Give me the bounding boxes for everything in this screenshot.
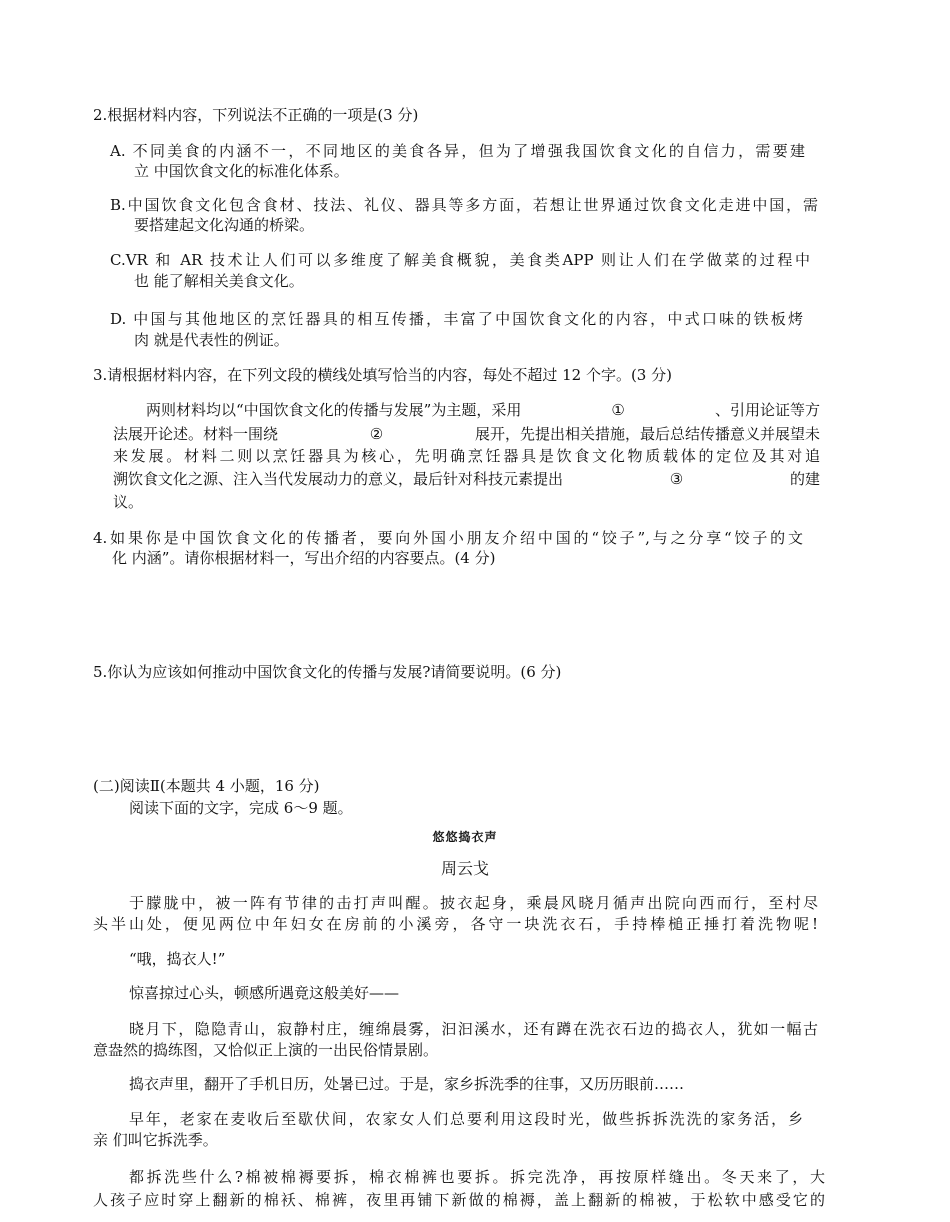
q2-option-c-line1: C.VR 和 AR 技术让人们可以多维度了解美食概貌，美食类APP 则让人们在学做菜的过程中 bbox=[110, 251, 810, 269]
q3-paragraph-line3: 来发展。材料二则以烹饪器具为核心，先明确烹饪器具是饮食文化物质载体的定位及其对追 bbox=[113, 447, 820, 465]
q3-paragraph-line1 bbox=[146, 401, 820, 420]
q4-stem-line2: 化 内涵”。请你根据材料一，写出介绍的内容要点。(4 分) bbox=[112, 549, 496, 567]
fill-blank-2: ② bbox=[369, 425, 384, 443]
section-heading: (二)阅读Ⅱ(本题共 4 小题，16 分) bbox=[93, 777, 320, 795]
q2-option-a-line2: 立 中国饮食文化的标准化体系。 bbox=[134, 162, 349, 180]
article-paragraph-5: 捣衣声里，翻开了手机日历，处暑已过。于是，家乡拆洗季的往事，又历历眼前…… bbox=[129, 1075, 685, 1093]
q3-paragraph-line5: 议。 bbox=[113, 493, 144, 511]
q2-option-d-line2: 肉 就是代表性的例证。 bbox=[134, 331, 289, 349]
article-paragraph-4-line2: 意盎然的捣练图，又恰似正上演的一出民俗情景剧。 bbox=[93, 1041, 439, 1059]
article-paragraph-7-line2: 人孩子应时穿上翻新的棉袄、棉裤，夜里再铺下新做的棉褥，盖上翻新的棉被，于松软中感受它的 bbox=[93, 1191, 825, 1209]
q4-stem-line1: 4.如果你是中国饮食文化的传播者，要向外国小朋友介绍中国的“饺子”,与之分享“饺子的文 bbox=[93, 529, 803, 547]
article-paragraph-2: “哦，捣衣人!” bbox=[129, 950, 226, 968]
q3-text: 溯饮食文化之源、注入当代发展动力的意义，最后针对科技元素提出 bbox=[113, 470, 564, 488]
q3-text: 两则材料均以“中国饮食文化的传播与发展”为主题，采用 bbox=[146, 401, 522, 419]
q2-option-b-line2: 要搭建起文化沟通的桥梁。 bbox=[134, 216, 315, 234]
q2-option-b-line1: B.中国饮食文化包含食材、技法、礼仪、器具等多方面，若想让世界通过饮食文化走进中国，需 bbox=[110, 196, 818, 214]
q2-stem: 2.根据材料内容，下列说法不正确的一项是(3 分) bbox=[93, 106, 419, 124]
article-paragraph-6-line1: 早年，老家在麦收后至歇伏间，农家女人们总要利用这段时光，做些拆拆洗洗的家务活，乡 bbox=[129, 1110, 803, 1128]
q5-stem: 5.你认为应该如何推动中国饮食文化的传播与发展?请简要说明。(6 分) bbox=[93, 663, 562, 681]
article-author: 周云戈 bbox=[440, 859, 489, 878]
section-instruction: 阅读下面的文字，完成 6～9 题。 bbox=[129, 799, 353, 817]
q2-option-a-line1: A. 不同美食的内涵不一，不同地区的美食各异，但为了增强我国饮食文化的自信力，需要建 bbox=[110, 142, 805, 160]
fill-blank-3: ③ bbox=[669, 470, 684, 488]
article-title: 悠悠捣衣声 bbox=[432, 830, 498, 844]
q3-text: 、引用论证等方 bbox=[714, 401, 820, 419]
article-paragraph-3: 惊喜掠过心头，顿感所遇竟这般美好—— bbox=[129, 984, 400, 1002]
fill-blank-1: ① bbox=[611, 401, 625, 419]
q2-option-d-line1: D. 中国与其他地区的烹饪器具的相互传播，丰富了中国饮食文化的内容，中式口味的铁板烤 bbox=[110, 310, 803, 328]
article-paragraph-1-line2: 头半山处，便见两位中年妇女在房前的小溪旁，各守一块洗衣石，手持棒槌正捶打着洗物呢! bbox=[93, 915, 818, 933]
q3-text: 展开，先提出相关措施，最后总结传播意义并展望未 bbox=[474, 425, 820, 443]
article-paragraph-6-line2: 亲 们叫它拆洗季。 bbox=[93, 1131, 218, 1149]
q3-paragraph-line2 bbox=[113, 425, 820, 444]
q3-text: 的建 bbox=[789, 470, 820, 488]
article-paragraph-7-line1: 都拆洗些什么?棉被棉褥要拆，棉衣棉裤也要拆。拆完洗净，再按原样缝出。冬天来了，大 bbox=[129, 1168, 825, 1186]
q3-paragraph-line4 bbox=[113, 470, 820, 489]
q3-stem: 3.请根据材料内容，在下列文段的横线处填写恰当的内容，每处不超过 12 个字。(3 分) bbox=[93, 366, 672, 384]
article-paragraph-1-line1: 于朦胧中，被一阵有节律的击打声叫醒。披衣起身，乘晨风晓月循声出院向西而行，至村尽 bbox=[129, 894, 818, 912]
q3-text: 法展开论述。材料一围绕 bbox=[113, 425, 279, 443]
q2-option-c-line2: 也 能了解相关美食文化。 bbox=[134, 272, 304, 290]
article-paragraph-4-line1: 晓月下，隐隐青山，寂静村庄，缠绵晨雾，汩汩溪水，还有蹲在洗衣石边的捣衣人，犹如一幅古 bbox=[129, 1020, 818, 1038]
